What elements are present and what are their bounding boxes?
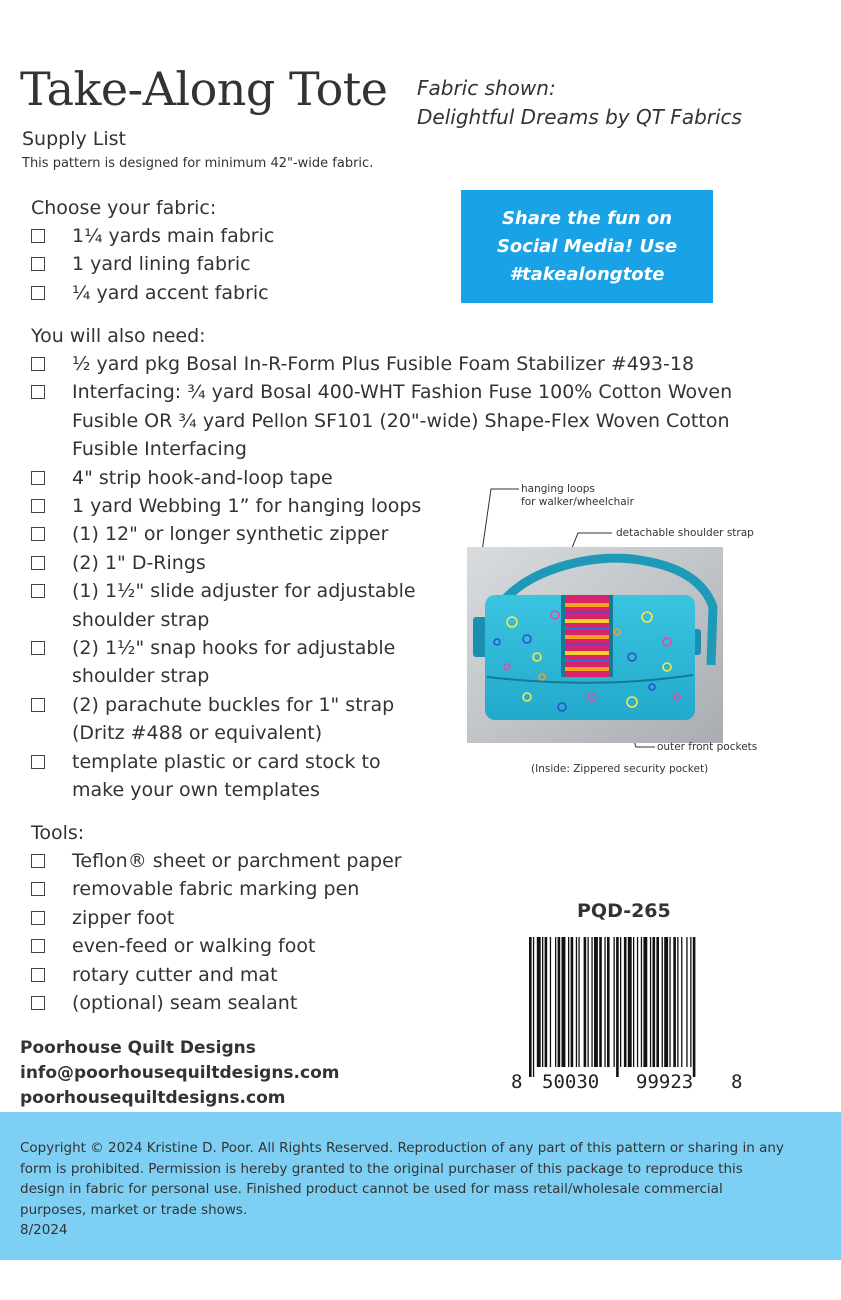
checklist-item bbox=[31, 222, 274, 250]
checklist-item-line: ¼ yard accent fabric bbox=[72, 281, 269, 304]
tote-bag-illustration bbox=[467, 547, 723, 743]
shoulder-strap-label: detachable shoulder strap bbox=[616, 527, 754, 539]
checklist-item-text bbox=[72, 279, 269, 307]
checklist-item-line: removable fabric marking pen bbox=[72, 878, 360, 901]
checkbox[interactable] bbox=[31, 556, 45, 570]
checkbox[interactable] bbox=[31, 996, 45, 1010]
checklist-item-text bbox=[72, 250, 251, 278]
barcode bbox=[507, 937, 747, 1093]
checklist-item-line: zipper foot bbox=[72, 906, 175, 929]
checklist-item-line: template plastic or card stock to bbox=[72, 750, 381, 773]
photo-caption: (Inside: Zippered security pocket) bbox=[531, 763, 709, 775]
checklist-item-text bbox=[72, 932, 315, 960]
checklist-item bbox=[31, 378, 732, 463]
also-need-heading: You will also need: bbox=[31, 325, 206, 347]
company-email[interactable]: info@poorhousequiltdesigns.com bbox=[20, 1063, 340, 1083]
checklist-item-line: (1) 12" or longer synthetic zipper bbox=[72, 523, 389, 546]
checkbox[interactable] bbox=[31, 229, 45, 243]
checkbox[interactable] bbox=[31, 385, 45, 399]
company-website[interactable]: poorhousequiltdesigns.com bbox=[20, 1088, 286, 1108]
checklist-item bbox=[31, 875, 402, 903]
checklist-item-line: shoulder strap bbox=[72, 665, 210, 688]
checklist-item-text bbox=[72, 748, 381, 805]
checkbox[interactable] bbox=[31, 286, 45, 300]
checklist-item-line: Fusible Interfacing bbox=[72, 438, 247, 461]
supply-list-heading: Supply List bbox=[22, 128, 126, 150]
product-code: PQD-265 bbox=[577, 900, 671, 922]
checklist-item-text bbox=[72, 989, 297, 1017]
checklist-item-text bbox=[72, 549, 206, 577]
checklist-item-line: make your own templates bbox=[72, 779, 320, 802]
checklist-item-line: 1 yard lining fabric bbox=[72, 253, 251, 276]
checkbox[interactable] bbox=[31, 257, 45, 271]
checklist-item-text bbox=[72, 691, 394, 748]
choose-fabric-heading: Choose your fabric: bbox=[31, 197, 217, 219]
checklist-item-line: Teflon® sheet or parchment paper bbox=[72, 850, 402, 872]
checklist-item bbox=[31, 904, 402, 932]
checklist-item bbox=[31, 989, 402, 1017]
barcode-digits-group-2: 99923 bbox=[636, 1071, 694, 1093]
checklist-item bbox=[31, 847, 402, 875]
checkbox[interactable] bbox=[31, 698, 45, 712]
checklist-item bbox=[31, 279, 274, 307]
fabric-shown-note bbox=[417, 74, 742, 132]
checklist-item-line: (1) 1½" slide adjuster for adjustable bbox=[72, 580, 416, 603]
checklist-item-line: Fusible OR ¾ yard Pellon SF101 (20"-wide) Shape-Flex Woven Cotton bbox=[72, 409, 730, 432]
checkbox[interactable] bbox=[31, 641, 45, 655]
checkbox[interactable] bbox=[31, 911, 45, 925]
barcode-bars bbox=[529, 937, 695, 1077]
checklist-item-line: (2) parachute buckles for 1" strap bbox=[72, 693, 395, 716]
fabric-shown-name: Delightful Dreams by QT Fabrics bbox=[417, 105, 742, 129]
copyright-date: 8/2024 bbox=[20, 1222, 68, 1238]
company-info bbox=[20, 1036, 339, 1111]
checklist-item bbox=[31, 350, 732, 378]
social-media-box bbox=[461, 190, 713, 303]
social-hashtag: #takealongtote bbox=[509, 263, 665, 285]
front-pockets-label: outer front pockets bbox=[657, 741, 758, 753]
checklist-item-text bbox=[72, 464, 333, 492]
checklist-item-line: (Dritz #488 or equivalent) bbox=[72, 722, 323, 745]
checkbox[interactable] bbox=[31, 584, 45, 598]
checklist-item-line: 1¼ yards main fabric bbox=[72, 225, 275, 247]
social-line-1: Share the fun on bbox=[501, 207, 673, 229]
social-line-2: Social Media! Use bbox=[496, 235, 678, 257]
checklist-item-line: Interfacing: ¾ yard Bosal 400-WHT Fashion Fuse 100% Cotton Woven bbox=[72, 381, 733, 404]
fabric-width-note: This pattern is designed for minimum 42"-wide fabric. bbox=[22, 156, 374, 171]
checklist-item-text bbox=[72, 492, 421, 520]
checklist-item-text bbox=[72, 634, 395, 691]
checklist-item-text bbox=[72, 961, 278, 989]
checklist-item-text bbox=[72, 904, 174, 932]
checklist-item-line: shoulder strap bbox=[72, 608, 210, 631]
tools-section bbox=[31, 819, 402, 1017]
checkbox[interactable] bbox=[31, 854, 45, 868]
barcode-digit-right: 8 bbox=[731, 1071, 743, 1093]
checklist-item bbox=[31, 932, 402, 960]
barcode-digits-group-1: 50030 bbox=[542, 1071, 600, 1093]
checkbox[interactable] bbox=[31, 882, 45, 896]
copyright-text: Copyright © 2024 Kristine D. Poor. All Rights Reserved. Reproduction of any part of this pattern or sharing in any form is prohibited. Permission is hereby granted to the original purchaser of this package to reproduce this design in fabric for personal use. Finished product cannot be used for mass retail/wholesale commercial purposes, market or trade shows. bbox=[20, 1140, 784, 1218]
checklist-item-line: (2) 1½" snap hooks for adjustable bbox=[72, 637, 396, 660]
checklist-item-line: 1 yard Webbing 1” for hanging loops bbox=[72, 495, 422, 518]
checkbox[interactable] bbox=[31, 471, 45, 485]
checkbox[interactable] bbox=[31, 755, 45, 769]
checkbox[interactable] bbox=[31, 499, 45, 513]
checklist-item-line: even-feed or walking foot bbox=[72, 935, 316, 958]
checklist-item-line: rotary cutter and mat bbox=[72, 963, 278, 986]
copyright-footer bbox=[0, 1112, 841, 1260]
fabric-shown-label: Fabric shown: bbox=[417, 76, 556, 100]
checkbox[interactable] bbox=[31, 527, 45, 541]
tote-bag-photo bbox=[467, 547, 723, 743]
company-name: Poorhouse Quilt Designs bbox=[20, 1038, 256, 1058]
checklist-item-text bbox=[72, 577, 416, 634]
checklist-item-text bbox=[72, 378, 732, 463]
checkbox[interactable] bbox=[31, 357, 45, 371]
barcode-digit-left: 8 bbox=[511, 1071, 523, 1093]
tools-heading: Tools: bbox=[31, 822, 85, 844]
checklist-item-line: (optional) seam sealant bbox=[72, 992, 298, 1015]
choose-fabric-section bbox=[31, 194, 274, 307]
checklist-item-text bbox=[72, 847, 402, 875]
checklist-item-text bbox=[72, 520, 388, 548]
checklist-item-text bbox=[72, 875, 359, 903]
checklist-item-line: (2) 1" D-Rings bbox=[72, 551, 206, 574]
checkbox[interactable] bbox=[31, 939, 45, 953]
checklist-item-line: ½ yard pkg Bosal In-R-Form Plus Fusible Foam Stabilizer #493-18 bbox=[72, 353, 695, 375]
checklist-item bbox=[31, 250, 274, 278]
checkbox[interactable] bbox=[31, 968, 45, 982]
checklist-item-line: 4" strip hook-and-loop tape bbox=[72, 466, 333, 489]
checklist-item-text bbox=[72, 350, 694, 378]
checklist-item-text bbox=[72, 222, 274, 250]
page-title: Take-Along Tote bbox=[20, 62, 388, 116]
checklist-item bbox=[31, 961, 402, 989]
hanging-loops-line-2: for walker/wheelchair bbox=[521, 496, 634, 508]
hanging-loops-line-1: hanging loops bbox=[521, 483, 595, 495]
